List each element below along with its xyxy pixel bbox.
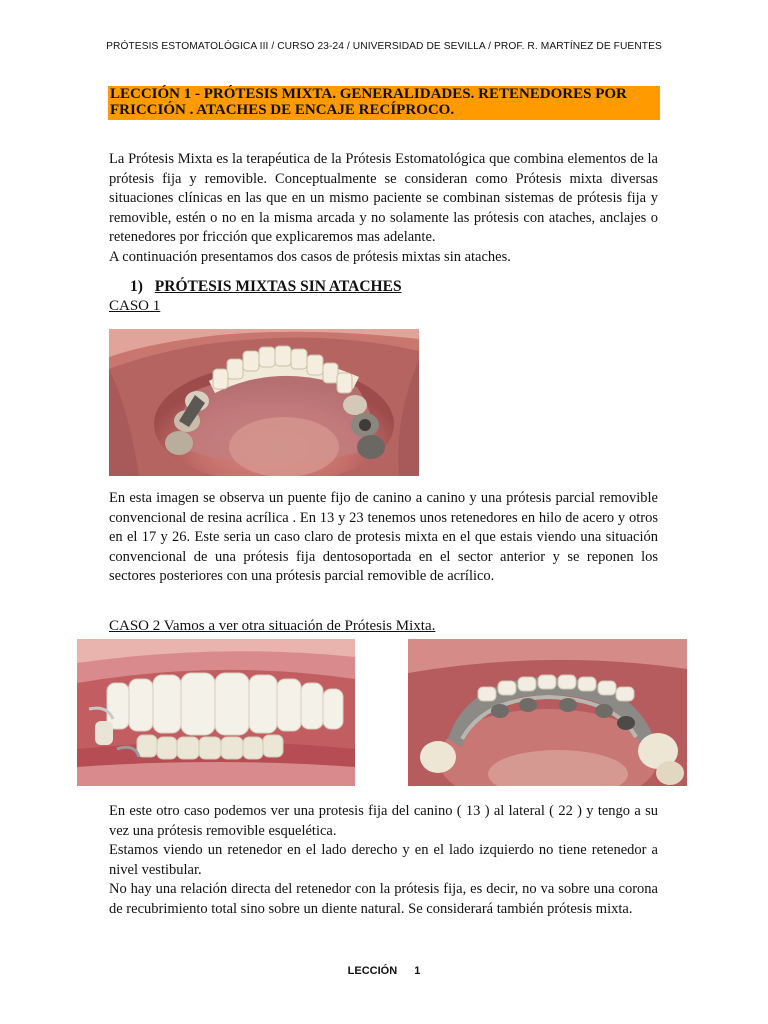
intro-paragraph: La Prótesis Mixta es la terapéutica de la Prótesis Estomatológica que combina elementos de la prótesis fija y removible. Conceptualmente se consideran como Prótesis mixta diversas situaciones clínicas en las que en un mismo paciente se combinan sistemas de prótesis fija y removible, estén o no en la misma arcada y no solamente las prótesis con ataches, anclajes o retenedores por fricción que explicaremos mas adelante.: [109, 151, 658, 246]
caso2-label: CASO 2 Vamos a ver otra situación de Prótesis Mixta.: [109, 618, 436, 634]
section-heading: [130, 278, 402, 296]
caso1-label: CASO 1: [109, 298, 161, 314]
section-number: 1): [130, 278, 143, 295]
caso2-photo-frontal: [77, 639, 355, 786]
caso1-description: En esta imagen se observa un puente fijo de canino a canino y una prótesis parcial removible convencional de resina acrílica . En 13 y 23 tenemos unos retenedores en hilo de acero y otros en el 17 y 26. Este seria un caso claro de protesis mixta en el que estais viendo una situación convencional de una prótesis fija dentosoportada en el sector anterior y se reponen los sectores posteriores con una prótesis parcial removible de acrílico.: [109, 490, 658, 585]
running-header: PRÓTESIS ESTOMATOLÓGICA III / CURSO 23-24 / UNIVERSIDAD DE SEVILLA / PROF. R. MARTÍNEZ DE FUENTES: [106, 41, 662, 52]
intro-last-line: A continuación presentamos dos casos de prótesis mixtas sin ataches.: [109, 249, 511, 265]
caso2-paragraph-3: No hay una relación directa del retenedor con la prótesis fija, es decir, no va sobre una corona de recubrimiento total sino sobre un diente natural. Se considerará también prótesis mixta.: [109, 881, 658, 917]
caso2-paragraph-1: En este otro caso podemos ver una protesis fija del canino ( 13 ) al lateral ( 22 ) y tengo a su vez una prótesis removible esquelética.: [109, 803, 658, 839]
caso2-paragraph-2: Estamos viendo un retenedor en el lado derecho y en el lado izquierdo no tiene retenedor a nivel vestibular.: [109, 842, 658, 878]
occlusal-prosthesis-image: [408, 639, 687, 786]
page-number: 1: [414, 965, 421, 977]
footer-label: LECCIÓN: [347, 965, 398, 977]
caso1-photo: [109, 329, 419, 476]
upper-arch-image: [109, 329, 419, 476]
caso2-photo-occlusal: [408, 639, 687, 786]
page-footer: [0, 965, 768, 977]
lesson-title-banner: LECCIÓN 1 - PRÓTESIS MIXTA. GENERALIDADES. RETENEDORES POR FRICCIÓN . ATACHES DE ENCAJE RECÍPROCO.: [108, 86, 660, 120]
frontal-teeth-image: [77, 639, 355, 786]
section-title: PRÓTESIS MIXTAS SIN ATACHES: [154, 278, 402, 295]
